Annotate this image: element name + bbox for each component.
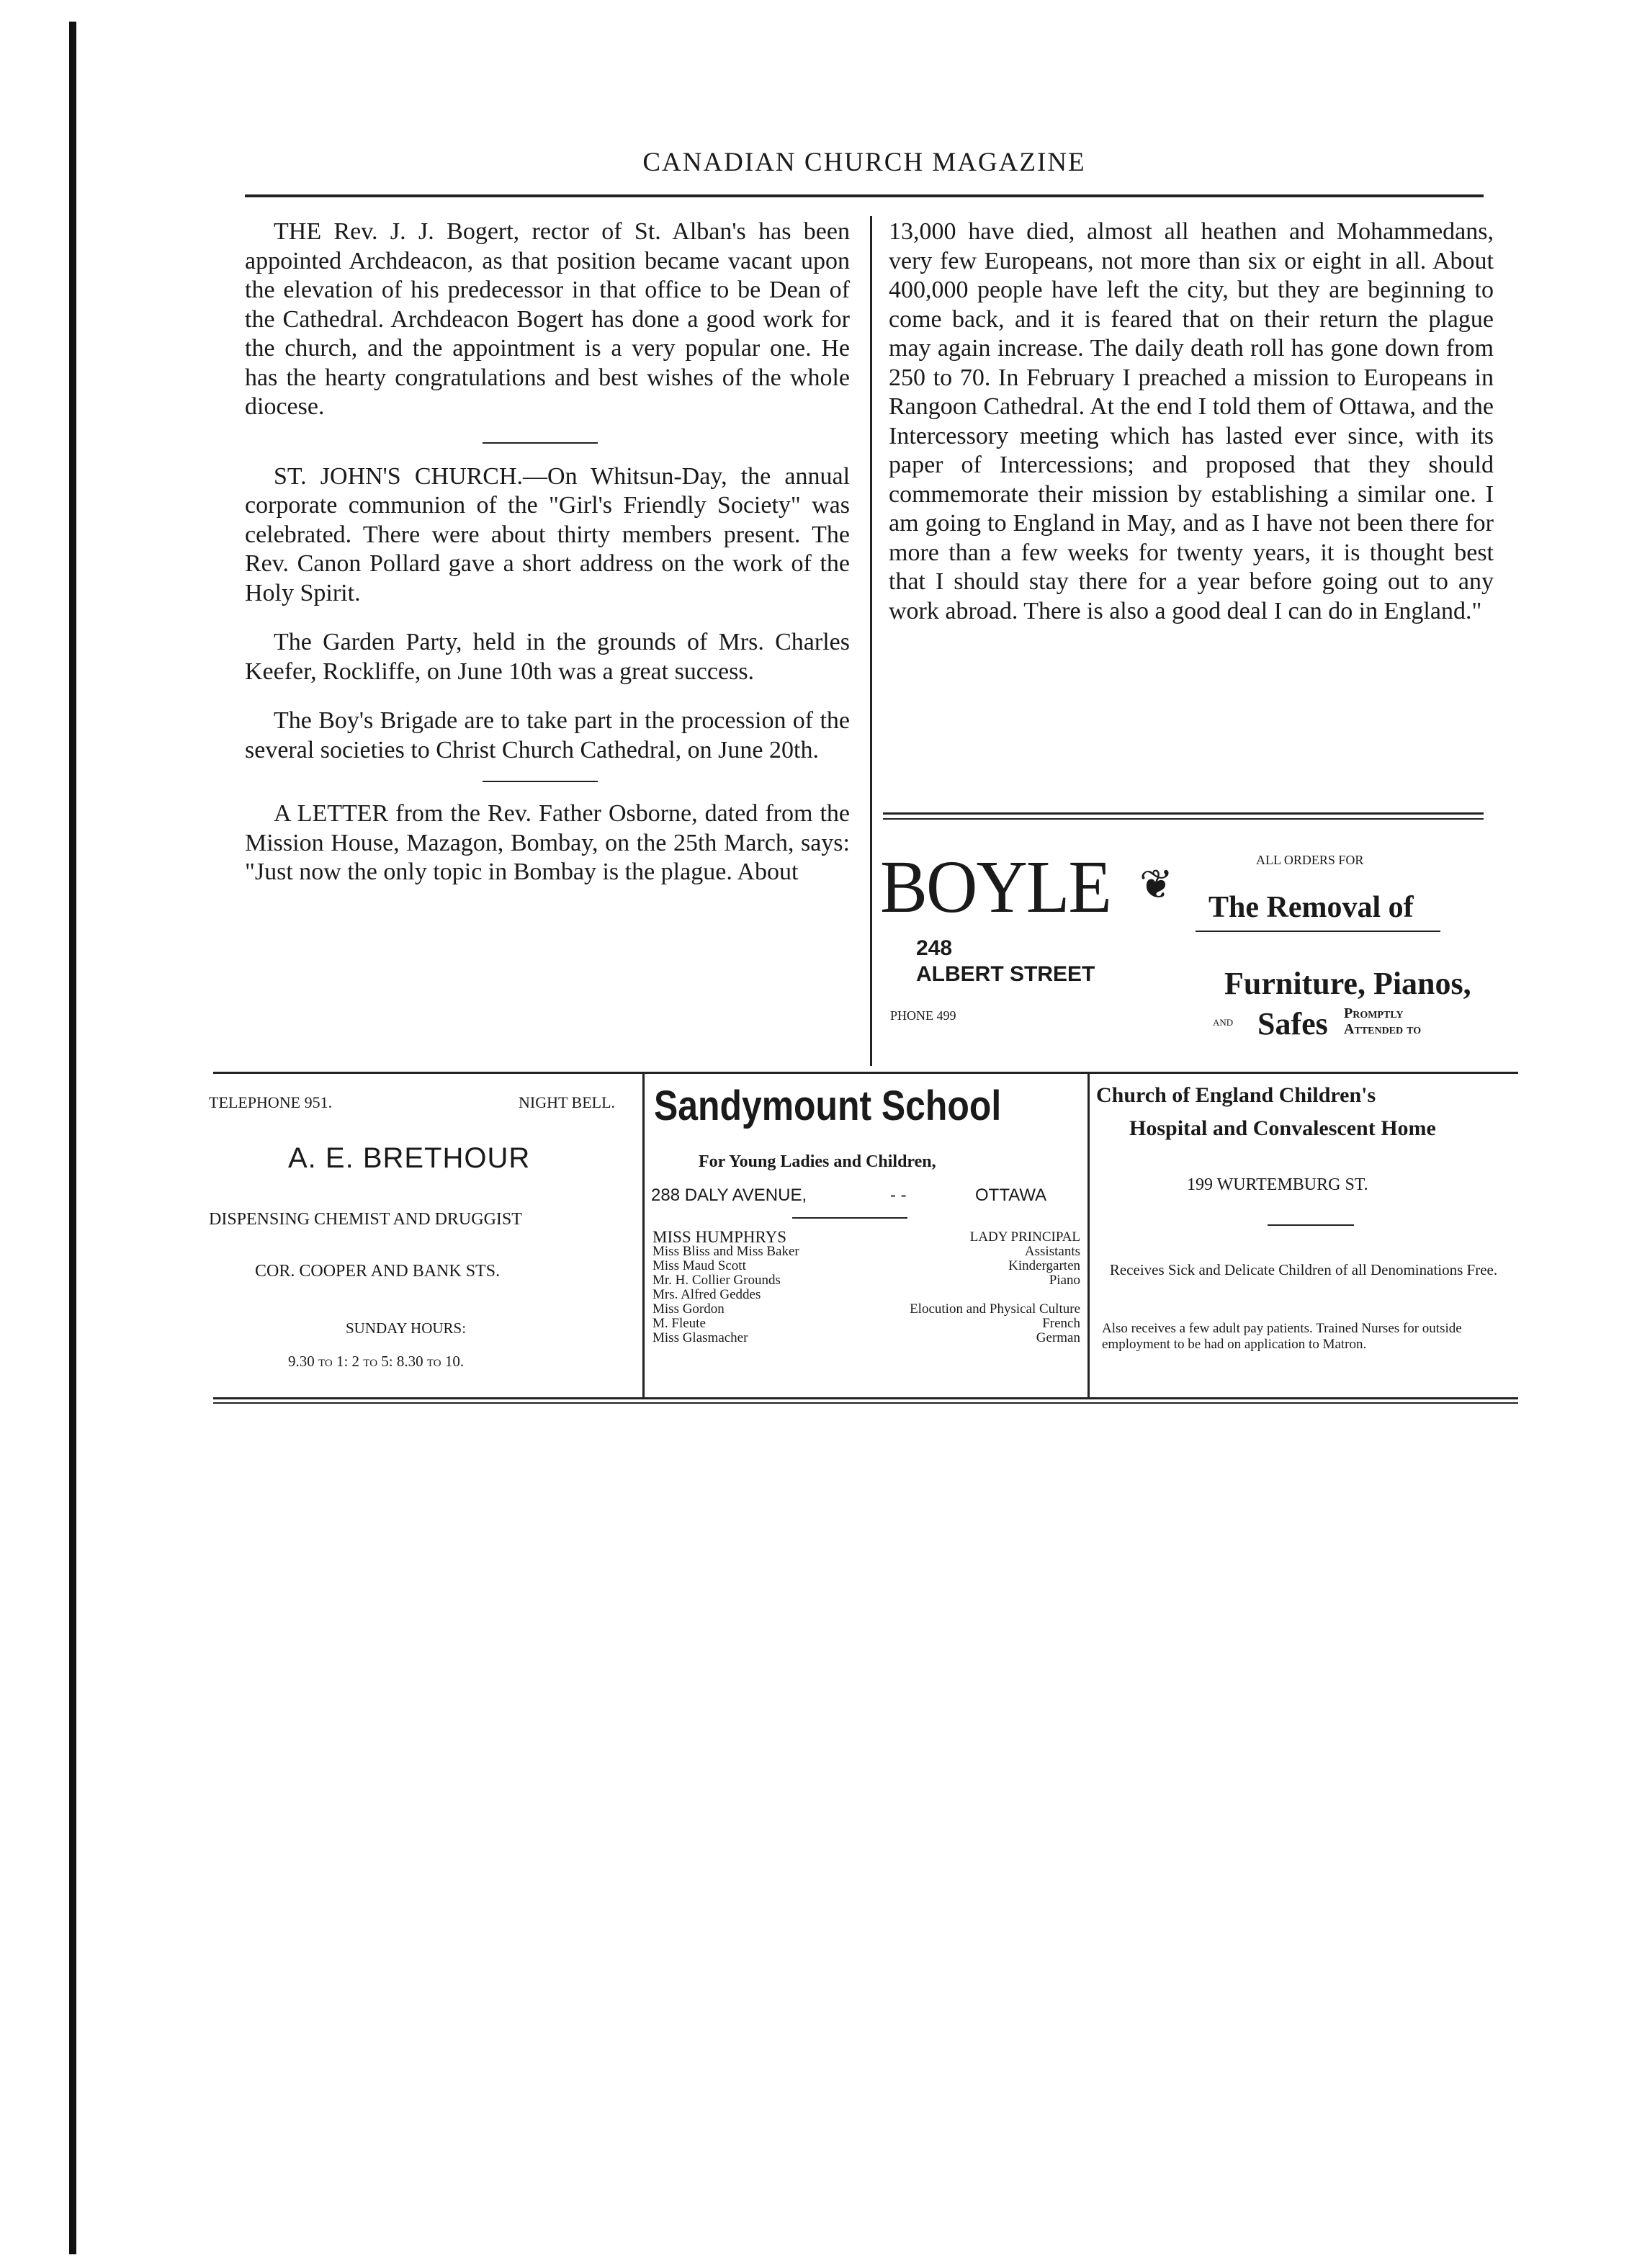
- staff-role: German: [1036, 1330, 1080, 1345]
- boyle-ad-top-rule: [883, 812, 1484, 815]
- staff-role: Piano: [1049, 1273, 1080, 1288]
- letter-body: from the Rev. Father Osborne, dated from the Mission House, Mazagon, Bombay, on the 25th March, says: "Just now the only topic in Bombay is the plague. About: [245, 800, 850, 885]
- hospital-also: Also receives a few adult pay patients. Trained Nurses for outside employment to be had on application to Matron.: [1102, 1321, 1462, 1352]
- staff-role: Assistants: [1024, 1244, 1080, 1259]
- staff-row: [652, 1259, 1080, 1273]
- letter-heading: A LETTER: [274, 800, 389, 827]
- school-name: Sandymount School: [654, 1083, 1002, 1129]
- and-label: and: [1213, 1014, 1234, 1028]
- staff-role: French: [1042, 1316, 1080, 1331]
- bogert-paragraph: THE Rev. J. J. Bogert, rector of St. Alban's has been appointed Archdeacon, as that position became vacant upon the elevation of his predecessor in that office to be Dean of the Cathedral. Archdeacon Bogert has done a good work for the church, and the appointment is a very popular one. He has the hearty congratulations and best wishes of the whole diocese.: [245, 218, 850, 420]
- staff-row: [652, 1302, 1080, 1317]
- school-city: OTTAWA: [975, 1185, 1047, 1205]
- sunday-hours-label: SUNDAY HOURS:: [346, 1319, 467, 1337]
- staff-name: Miss Bliss and Miss Baker: [652, 1244, 799, 1259]
- header-rule: [245, 194, 1484, 197]
- binding-edge: [69, 22, 76, 2254]
- right-column: [889, 218, 1494, 646]
- staff-role: Elocution and Physical Culture: [910, 1301, 1080, 1317]
- boyle-phone: PHONE 499: [890, 1008, 956, 1023]
- school-dash: - -: [890, 1185, 907, 1205]
- brethour-address: COR. COOPER AND BANK STS.: [255, 1262, 501, 1281]
- staff-name: Miss Glasmacher: [652, 1330, 748, 1345]
- ads-bottom-rule: [213, 1397, 1518, 1399]
- attended-label: Attended to: [1344, 1021, 1422, 1037]
- safes-heading: Safes: [1257, 1006, 1328, 1041]
- st-johns-body: —On Whitsun-Day, the annual corporate communion of the "Girl's Friendly Society" was celebrated. There were about thirty members present. The Rev. Canon Pollard gave a short address on the work of the Holy Spirit.: [245, 462, 851, 606]
- sunday-hours: 9.30 to 1: 2 to 5: 8.30 to 10.: [288, 1353, 465, 1370]
- ads-top-rule: [213, 1072, 1518, 1074]
- staff-name: M. Fleute: [652, 1316, 706, 1331]
- st-johns-paragraph: [245, 462, 850, 609]
- staff-row: [652, 1288, 1080, 1302]
- telephone-label: TELEPHONE 951.: [209, 1093, 333, 1111]
- staff-name: Mrs. Alfred Geddes: [652, 1287, 761, 1302]
- column-divider: [870, 216, 872, 1066]
- staff-name: Mr. H. Collier Grounds: [652, 1273, 781, 1288]
- removal-heading: The Removal of: [1208, 891, 1414, 924]
- furniture-heading: Furniture, Pianos,: [1224, 966, 1471, 1001]
- hospital-line1: Church of England Children's: [1096, 1083, 1376, 1107]
- school-rule: [792, 1217, 907, 1219]
- ad-divider-2: [1087, 1073, 1090, 1399]
- school-subtitle: For Young Ladies and Children,: [699, 1152, 936, 1171]
- brethour-title: DISPENSING CHEMIST AND DRUGGIST: [209, 1210, 522, 1229]
- staff-name: Miss Gordon: [652, 1301, 725, 1317]
- left-column: [245, 218, 850, 907]
- staff-role: Kindergarten: [1008, 1258, 1080, 1273]
- letter-continuation: 13,000 have died, almost all heathen and Mohammedans, very few Europeans, not more than six or eight in all. About 400,000 people have left the city, but they are beginning to come back, and it is feared that on their return the plague may again increase. The daily death roll has gone down from 250 to 70. In February I preached a mission to Europeans in Rangoon Cathedral. At the end I told them of Ottawa, and the Intercessory meeting which has lasted ever since, with its paper of Intercessions; and proposed that they should commemorate their mission by establishing a similar one. I am going to England in May, and as I have not been there for more than a few weeks for twenty years, it is thought best that I should stay there for a year before going out to any work abroad. There is also a good deal I can do in England.": [889, 218, 1494, 624]
- hospital-rule: [1268, 1224, 1354, 1226]
- hospital-line2: Hospital and Convalescent Home: [1129, 1116, 1436, 1140]
- leaf-ornament-icon: ❦: [1139, 863, 1173, 907]
- hospital-receives: Receives Sick and Delicate Children of all Denominations Free.: [1109, 1261, 1498, 1278]
- boyle-number: 248: [916, 936, 953, 960]
- brethour-name: A. E. BRETHOUR: [288, 1142, 531, 1174]
- staff-row: [652, 1317, 1080, 1331]
- staff-row: [652, 1245, 1080, 1259]
- staff-row: [652, 1230, 1080, 1245]
- boyle-ad-top-rule-2: [883, 818, 1484, 820]
- ads-bottom-rule-2: [213, 1402, 1518, 1404]
- ad-divider-1: [642, 1073, 645, 1399]
- boys-brigade-paragraph: The Boy's Brigade are to take part in the procession of the several societies to Christ Church Cathedral, on June 20th.: [245, 707, 850, 763]
- school-address: 288 DALY AVENUE,: [651, 1185, 807, 1205]
- short-rule: [483, 781, 598, 782]
- staff-role: LADY PRINCIPAL: [969, 1229, 1080, 1245]
- staff-row: [652, 1273, 1080, 1288]
- staff-row: [652, 1331, 1080, 1345]
- hospital-address: 199 WURTEMBURG ST.: [1187, 1175, 1368, 1194]
- all-orders-label: ALL ORDERS FOR: [1256, 853, 1364, 867]
- letter-paragraph: [245, 799, 850, 887]
- short-rule: [483, 442, 598, 444]
- removal-underline: [1196, 931, 1440, 932]
- boyle-name: BOYLE: [880, 846, 1111, 928]
- boyle-street: ALBERT STREET: [916, 962, 1095, 986]
- st-johns-heading: ST. JOHN'S CHURCH.: [274, 462, 524, 490]
- staff-name: Miss Maud Scott: [652, 1258, 746, 1273]
- page-header: CANADIAN CHURCH MAGAZINE: [642, 148, 1086, 177]
- night-bell-label: NIGHT BELL.: [519, 1093, 616, 1111]
- school-staff-list: [652, 1230, 1080, 1345]
- garden-party-paragraph: The Garden Party, held in the grounds of Mrs. Charles Keefer, Rockliffe, on June 10th was a great success.: [245, 629, 850, 685]
- staff-name: MISS HUMPHRYS: [652, 1228, 786, 1246]
- promptly-label: Promptly: [1344, 1005, 1404, 1021]
